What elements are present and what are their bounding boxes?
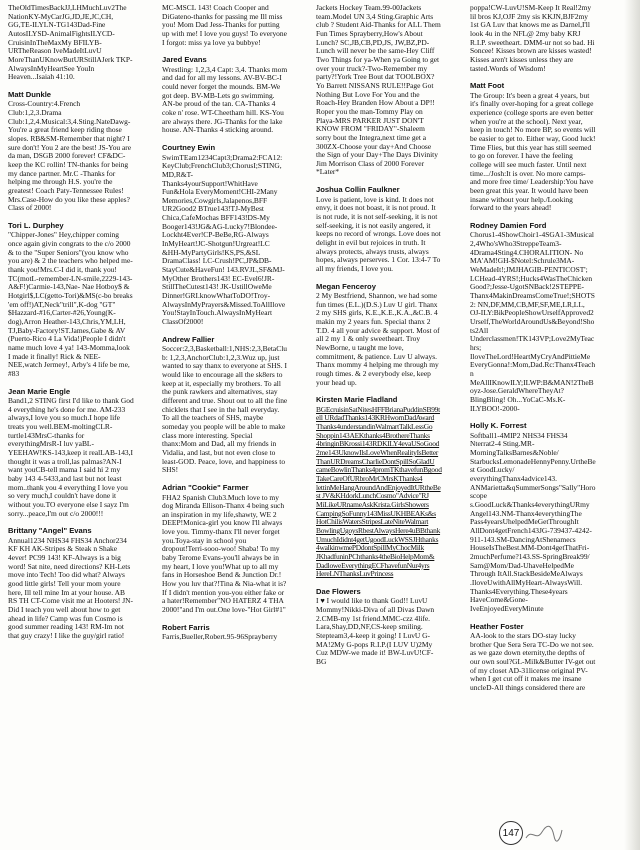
senior-message: Annual1234 NHS34 FHS34 Anchor234 KF KH AK-Stripes & Steak n Shake 4ever! PC99 143! KF-Always is a big word! Sat nite, need directions? KH-Lets move into Tech! Too did what? Always good little girls! Tell your mom youre here, Ill tell mine Im at your house. AB RS TH CT-Come visit me at Hooters! JN-Did I teach you well about how to get ahead in life? Camp was fun Cosmo is good summer reading 143! RM-Im not that guy crazy! I like the guy/girl ratio!	[8, 535, 133, 640]
student-name: Adrian "Cookie" Farmer	[162, 483, 249, 492]
senior-entry	[8, 387, 134, 519]
senior-message: BGEcruisinSatNitesHFFBrianaPuddinSB99tell URdadThanks143KRHwornDadAward Thanks4understandinWalmartTalkLessGo Shoppin143AEKthanks4BrothereThanks 4bringinBKrossi143RDKILY4evaUSoGood 2me143UknowIlsLoveWhenRealityIsBetter ThanURDreamsCharlieDontSpillSoGladU cameBowlinThanks4promTKthavefunBgood TakeCareOfURbroMrCMrsKThanks4 lettinMeHangAroundAndEnjoyedItURtheBest JV&KHdorkLunchCosmo"Advice"RJ MiLikeURnameAskKrista.GirlsShowers CampingSoFunny143MissUKHBEAKs&s HotChilisWatersStripesLateNiteWalmart BowlingUgoysRbestAlwaysHere4uBBthank UmuchIdidnt4getUgoodLuckWSSJHthanks 4walkinwmePDdontSpillMyChocMilk JKhadfuninPChthanks4theBioHelpMom& DadloweEverythingECFhavefunNur4yrs HereLNThanksLuvPrincess	[316, 404, 442, 579]
senior-entry	[162, 55, 288, 135]
senior-message: Love is patient, love is kind. It does not envy, it does not boast, it is not proud. It is not rude, it is not self-seeking, it is not self-seeking, it is not easily angered, it keeps no record of wrongs. Love does not delight in evil but rejoices in truth. It always protects, always trusts, always hopes, always perserves. 1 Cor. 13:4-7 To all my friends, I love you.	[316, 194, 441, 273]
student-name: Andrew Fallier	[162, 334, 215, 344]
senior-entry	[470, 622, 596, 693]
student-name: Matt Foot	[470, 81, 505, 91]
senior-message: Softball1-4MIP2 NHS34 FHS34 Nterrat2-4 Sting.MR-MorningTalksBarnes&Noble/ StarbucksLemonadeHennyPenny.UrtheBest GoodLucky/ everythingThanx4advice143. ANMarietta&qSummerSongs"Sally"Horoscope s.GoodLuck&Thanks4everythingURmy Angel143.NM-Thanx4everythingThe Pass4yearsUhelpedMeGetThroughIt AllDont4getFrench143JG-739437-4242-911-143.SM-DancingAtShenamecs HouseIsTheBest.MM-Dont4getThatFri-2muchPerfume?143.SS-SpringBreak99/ Sam@Mom/Dad-UhaveHelpedMe Through ItAll.StackBesideMeAlways .IloveUwithAllMyHeart-AlwaysWill. Thanks4Everything.These4years HaveCome&Gone-IveEnjoyedEveryMinute	[470, 430, 596, 613]
senior-entry	[316, 4, 442, 177]
senior-entry	[316, 587, 442, 667]
column-3	[316, 4, 442, 832]
senior-message: poppa!CW-LuvU!SM-Keep It Real!2my lil bros KJ,OJF 2my sis KKJN,BJF2my 1st GA Luv that knows me as Darnel,I'll look 4u in the NFL@ 2my baby KRJ R.I.P. sweetheart. DMM-ur not so bad. Hi Soncee! Kisses brown are kisses wasted! Kisses aren't kisses unless they are tasted.Words of Wisdom!	[470, 4, 595, 73]
senior-entry	[316, 395, 442, 579]
senior-message: Chorus1-4ShowChoir1-4SGA1-3Musical 2,4Who'sWho3StreppeTeam3-4Drama4Sting4.CHORALITION- No MA'AM!GH-$Notel:Schrule3MA-WeMadeIt!;JMJHAGIB-PENTICOST'; LCHead-4YRS!;Hucks4WasTheChicken Good?;Jesse-UgotSNBack!2STEPPE-Thanx4MakinDreamsComeTrue!;SHOTS2: NN,DF,MM,CB,MF,SF,ME,LR,LL, OJ-ILY:BikPeopleShowUrselfApproved2 Urself,TheWorldAroundUs&Beyond!Shots2All Underclassmen!TK143VP;Love2MyTeachrs; IloveTheLord!HeartMyCryAndPittieMe EveryGonna!:Mom,Dad.Rc:Thanx4Teachn MeAllIKnowILY;ILWP:B&MAN!2TheBoyz-Jose.GeraldWhereTheyAt?BlingBling! Oh...YoCaC-Ms.K-ILYBOO!-2000-	[470, 230, 596, 413]
senior-message: SwimTEam1234Capt3;Drama2:FCA12: KeyClub;FrenchClub3;ChorusI;STING,MD,R&T-Thanks4yourSupport!WhitHave Fun&Hola EveryMoment!CHI-2Many Memories,Cowgirls,Jalapenos,BFF UR2Good2 BTrue143!TJ-MyBest Chica,CafeMochas BFF143!DS-My Booger143!JG&AG-Lucky7!Blondee-Lockht4Ever!CP-BeBe,RG-Always InMyHeart!JC-Shotgun!Urgreat!LC &HH-MyPartyGirls!KS,PS,&SL DramaClass! LC-Crush!PC,JP&DB-StayCute&HaveFun! 143.RVJL,SF&MJ-MyOther Brothers143! EC-Evel6!JR-StillTheCutest143! JK-UstillOweMe Dinner!GRI.knowWhatToDO!Troy-AlwaysInMyPrayers&Missed.ToAllIlove You!StayInTouch.AlwaysInMyHeart ClassOf2000!	[162, 152, 286, 326]
senior-message: FHA2 Spanish Club3.Much love to my dog Miranda Ellison-Thanx 4 being such an inspiration in my life,shawty, WE 2 DEEP!Monica-girl you know I'll always love you. Timmy-thanx I'll never forget you.Toya-stay in school you dropout!Terri-sooo-woo! Shaba! To my baby Terome Evans-you'll always be in my heart, I love you!What up to all my fans in Horseshoe Bend & Junction Dr.! How you luv that?!Tina & Nia-what it is? If I didn't mention you-you either fake or a hater!Remember"NO HATERZ 4 THA 2000!"and I'm out.One love-"Hot Girl#1"	[162, 492, 287, 615]
senior-entry	[162, 4, 288, 47]
student-name: Matt Dunkle	[8, 89, 52, 99]
senior-message: AA-look to the stars DO-stay lucky brother Que Sera Sera TC-Do we not see. as we gaze down eternity,the depths of our own soul?GL-Milk&Butter IV-get out of my closet AD-31license original PV-when I get cut off it makes me insane uncleD-All things considered there are	[470, 631, 596, 692]
senior-message: MC-MSCL 143! Coach Cooper and DiGateno-thanks for passing me Ill miss you! Mom Dad Jess-Thanks for putting up with me! I love you guys! To everyone I forgot: miss ya love ya bubbye!	[162, 4, 287, 47]
senior-entry	[8, 221, 134, 379]
senior-entry	[470, 81, 596, 213]
senior-entry	[8, 4, 134, 82]
student-name: Jean Marie Engle	[8, 386, 71, 396]
senior-entry	[470, 4, 596, 73]
student-name: Megan Fenceroy	[316, 281, 376, 291]
senior-entry	[8, 90, 134, 213]
student-name: Holly K. Forrest	[470, 421, 527, 431]
column-2	[162, 4, 288, 832]
student-name: Dae Flowers	[316, 586, 361, 596]
senior-message: Jackets Hockey Team.99-00Jackets team.Model UN 3,4 Sting.Graphic Arts club ? Student Aid-Thanks for ALL Them Fun Times Sprayberry,How's About Lunch? SC,JB,CB,PD,JS, JW,BZ,PD-Lunch will never be the same-Hey Cliff Two Things for ya-When ya Going to get over your truck?-Two-Remember my party?!York Tree Bout dat TOOLBOX?Yo Barrett NISSANS RULE!!Page Got Nothing But Love For You and the Roach-Hey Branden How About a DP!! Roper you the man-Tommy Play on Playa-MRS PARKER JUST DON'T KNOW FROM "FRIDAY"-Shaleem sorry bout the Integra,next time get a 300ZX-Choose your day+And Choose the Sign of your Day+The Days Divinity Jim Morrison Class of 2000 Forever *Later*	[316, 4, 441, 177]
senior-entry	[162, 483, 288, 615]
student-name: Tori L. Durphey	[8, 220, 64, 230]
senior-message: Farris,Bueller,Robert.95-96Sprayberry	[162, 632, 278, 642]
senior-entry	[162, 143, 288, 327]
senior-message: The Group: It's been a great 4 years, but it's finally over-hoping for a great college experience (college sports are even better when you're at the school). Next year, keep in touch! No more BP, so events will be easier to get to. Either way, Good luck! Time Flies, but this year has still seemed to go on forever. I have the feeling college will see much faster. Until next time.../Josh:It is over. No more camps-and more free time/ Leadership:You have been great this year. It would have been insane without your help./Looking forward to the years ahead!	[470, 90, 596, 213]
senior-entry	[470, 221, 596, 413]
student-name: Rodney Damien Ford	[470, 220, 547, 230]
senior-entry	[8, 526, 134, 640]
student-name: Robert Farris	[162, 622, 210, 632]
page-edge-shadow	[624, 0, 640, 850]
senior-message: TheOldTimesBackJJ,LHMuchLuv2The NationKY-MyCarJG,JD,JE,JC,CH, GG,TE-ILYLN-TG143Dad-Fine AutosILYSD-AnimalFightsILYCD-CruisinInTheMaxMy BFILYB-URTheReason IveMadeItLuvU MoreThanUKnowButURStillAJerk TKP-AlwaysInMyHeartSee YouIn Heaven...Isaiah 41:10.	[8, 4, 133, 82]
column-1	[8, 4, 134, 832]
student-name: Jared Evans	[162, 55, 207, 65]
senior-message: I ♥ I would like to thank God!! LuvU Mommy!Nikki-Diva of all Divas Dawn 2.CMB-my 1st friend.MMC-czz 4life. Lara,Shay,DD,NF,CS-keep smiling. Stepteam3,4-keep it going! I LuvU G-MA!2My G-pops R.I.P.(I LUV U)2My Cuz MDW-we made it! BW-LuvU!CF-BG	[316, 596, 435, 666]
senior-entry	[162, 623, 288, 642]
senior-message: Band1,2 STING first I'd like to thank God 4 everything he's done for me. AM-233 always,I love you so much.I hope life treats you well.BEM-moltingCLR-turtle143MrsC-thanks for everythingMrsR-I luv yaBL-YEEHAW!KS-143,keep it realLAB-143,I thought it was a troll,las palmas?AN-I want youCB-tell mama I said hi 2 my baby 143 4-5433,and last but not least mom..thank you 4 everything I love you so very much,I couldn't have done it without you.TO everyone else I sayz I'm sorry...peace,I'm out c/o 2000!!!	[8, 396, 134, 518]
senior-entry	[162, 335, 288, 475]
student-name: Courtney Ewin	[162, 143, 216, 153]
student-name: Heather Foster	[470, 621, 524, 631]
senior-message: Wrestling: 1,2,3,4 Capt: 3,4. Thanks mom and dad for all my lessons. AV-BV-BC-I could never forget the mounds. BM-We got deep. BV-MB-Lets go swimming. AN-be proud of the tan. CA-Thanks 4 coke n' rose. WT-Cheetham hill. KS-You are always there. JG-Thanks for the lake house. AN-Thanks 4 sticking around.	[162, 64, 288, 135]
senior-message: 2 My Bestfriend, Shannon, we had some fun times (E.L.)(D.S.) Luv U girl. Thanx 2 my SHS girls, K.E.,K.E.,K.A.,&C.B. 4 makin my 2 years fun. Special thanx 2 T.D. 4 all your advice & support. Most of all 2 my 1 & only sweetheart. Troy NewBorne, u taught me love, commitment, & patience. Luv U always. Thanx mommy 4 helping me through my rough times. & 2 everybody else, keep your head up.	[316, 291, 440, 387]
column-4	[470, 4, 596, 832]
page-number: 147	[499, 821, 523, 845]
senior-entry	[316, 185, 442, 273]
student-name: Kirsten Marie Fladland	[316, 395, 398, 405]
senior-message: "Chipper-Jones" Hey,chipper coming once again givin congrats to the c/o 2000 & to the "Super Seniors"(you know who you are) & 2 the teachers who helped me-thank you!Mrs.C-I did it, thank you! TC(motL-remember-LN-smile,2229-143-A&F!)Carmie-143,Nae- Nae Hotboy$ & Hotgirl$,LC(getto-Tori)&MS(c-bo breaks 'em off!)AT,Neck"trill",K-dog "GT" $Hazzard-#16,Carter-#26,Young(K-dog),Arron Heather-143,Chris,YM,LH, TJ,Baby-Factory!ST.James,Gabe & AV (Puerto-Rico 4 La Vida!)People I didn't name much love 4 ya! 143-Momma,look I made it finally! Rick & NEE-NEE,watch Jermey!, Arby's 4 life be me, #83	[8, 230, 133, 378]
senior-entry	[316, 282, 442, 388]
signature-doodle-icon	[524, 822, 564, 844]
senior-message: Cross-Country:4.French Club:1,2,3.Drama Club:1,2,4.Musical:3,4.Sting.NateDawg-You're a great friend keep riding those slopes. RB&SM-Remember that night? I sure don't! You 2 are the best! JS-You are da man, DSGB 2000 forever! CF&DC-keep the KC rollin! TN-thanks for being my dance partner. Mr.C -Thanks for helping me through H.S. you're the greatest! Coach Paty-Tennessee Rules! Mrs.Case-How do you like these apples? Class of 2000!	[8, 99, 132, 213]
senior-entry	[470, 421, 596, 613]
student-name: Brittany "Angel" Evans	[8, 526, 92, 536]
student-name: Joshua Collin Faulkner	[316, 185, 400, 195]
senior-message: Soccer:2,3,Basketball:1,NHS:2,3,BetaClub: 1,2,3,AnchorClub:1,2,3.Wuz up, just wanted to say thanx to everyone at SHS. I would like to encourage all the sk8ers to keep at it, especially my brothers. To all the punk rawkers and alternatives, stay different and true. Shout out to all the fine chicklets that I see in the hall everyday. To all the teachers of SHS, maybe someday you people will be able to make class more interesting. Special thanx:Mom and Dad, all my friends in Vidalia, and last, but not even close to least-GOD. Peace, love, and happiness to SHS!	[162, 344, 288, 475]
